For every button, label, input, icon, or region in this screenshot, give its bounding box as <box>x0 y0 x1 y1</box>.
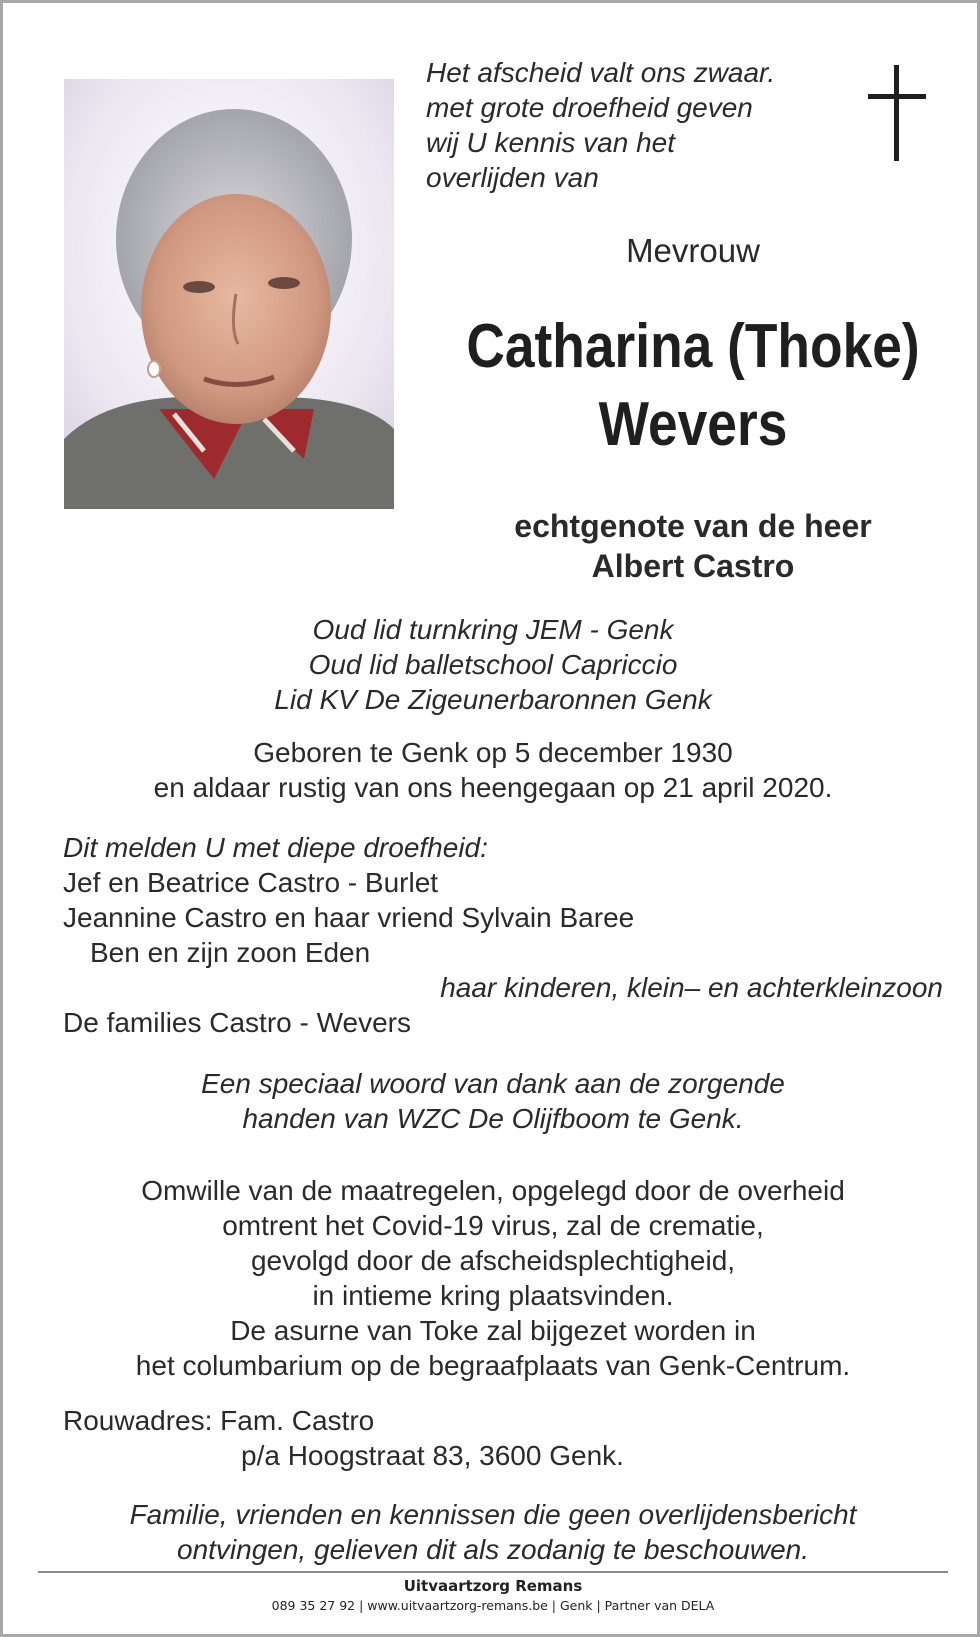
mourning-address <box>63 1403 943 1473</box>
intro-line: Het afscheid valt ons zwaar. <box>426 57 776 88</box>
address-street: p/a Hoogstraat 83, 3600 Genk. <box>241 1440 624 1471</box>
membership-line: Oud lid turnkring JEM - Genk <box>312 614 674 645</box>
death-line: en aldaar rustig van ons heengegaan op 21 april 2020. <box>153 772 833 803</box>
thanks-note <box>23 1066 963 1136</box>
notice-line: gevolgd door de afscheidsplechtigheid, <box>250 1245 736 1276</box>
name-line: Wevers <box>598 390 788 459</box>
intro-text <box>426 55 846 195</box>
spouse-line: echtgenote van de heer <box>514 508 872 544</box>
family-member-line: Jeannine Castro en haar vriend Sylvain Baree <box>63 902 635 933</box>
intro-line: wij U kennis van het <box>426 127 676 158</box>
cross-icon <box>868 65 926 161</box>
footer-divider <box>38 1571 948 1573</box>
membership-line: Lid KV De Zigeunerbaronnen Genk <box>274 684 712 715</box>
family-heading: Dit melden U met diepe droefheid: <box>63 832 488 863</box>
notice-line: in intieme kring plaatsvinden. <box>312 1280 674 1311</box>
title-prefix: Mevrouw <box>626 232 760 269</box>
notice-line: Omwille van de maatregelen, opgelegd door de overheid <box>141 1175 845 1206</box>
thanks-line: Een speciaal woord van dank aan de zorgende <box>201 1068 785 1099</box>
life-dates <box>23 735 963 805</box>
birth-line: Geboren te Genk op 5 december 1930 <box>253 737 733 768</box>
family-member-line: De families Castro - Wevers <box>63 1007 412 1038</box>
intro-line: met grote droefheid geven <box>426 92 753 123</box>
family-relation: haar kinderen, klein– en achterkleinzoon <box>440 972 943 1003</box>
spouse-info <box>423 506 963 586</box>
family-member-line: Jef en Beatrice Castro - Burlet <box>63 867 439 898</box>
notice-line: De asurne van Toke zal bijgezet worden in <box>230 1315 756 1346</box>
closing-line: ontvingen, gelieven dit als zodanig te beschouwen. <box>177 1534 809 1565</box>
name-line: Catharina (Thoke) <box>466 312 920 381</box>
memberships <box>23 612 963 717</box>
portrait-image <box>64 79 394 509</box>
portrait-photo <box>64 79 394 509</box>
funeral-company-name: Uitvaartzorg Remans <box>403 1577 583 1595</box>
thanks-line: handen van WZC De Olijfboom te Genk. <box>242 1103 744 1134</box>
family-announcement <box>63 830 943 1040</box>
spouse-line: Albert Castro <box>591 548 795 584</box>
deceased-name <box>461 308 925 464</box>
address-label: Rouwadres: Fam. Castro <box>63 1405 375 1436</box>
ceremony-notice <box>23 1173 963 1383</box>
intro-line: overlijden van <box>426 162 599 193</box>
membership-line: Oud lid balletschool Capriccio <box>308 649 678 680</box>
closing-line: Familie, vrienden en kennissen die geen overlijdensbericht <box>129 1499 857 1530</box>
notice-line: het columbarium op de begraafplaats van Genk-Centrum. <box>135 1350 851 1381</box>
notice-line: omtrent het Covid-19 virus, zal de crematie, <box>222 1210 764 1241</box>
funeral-company-info: 089 35 27 92 | www.uitvaartzorg-remans.be | Genk | Partner van DELA <box>271 1598 715 1613</box>
family-member-line: Ben en zijn zoon Eden <box>90 937 371 968</box>
closing-note <box>23 1497 963 1567</box>
